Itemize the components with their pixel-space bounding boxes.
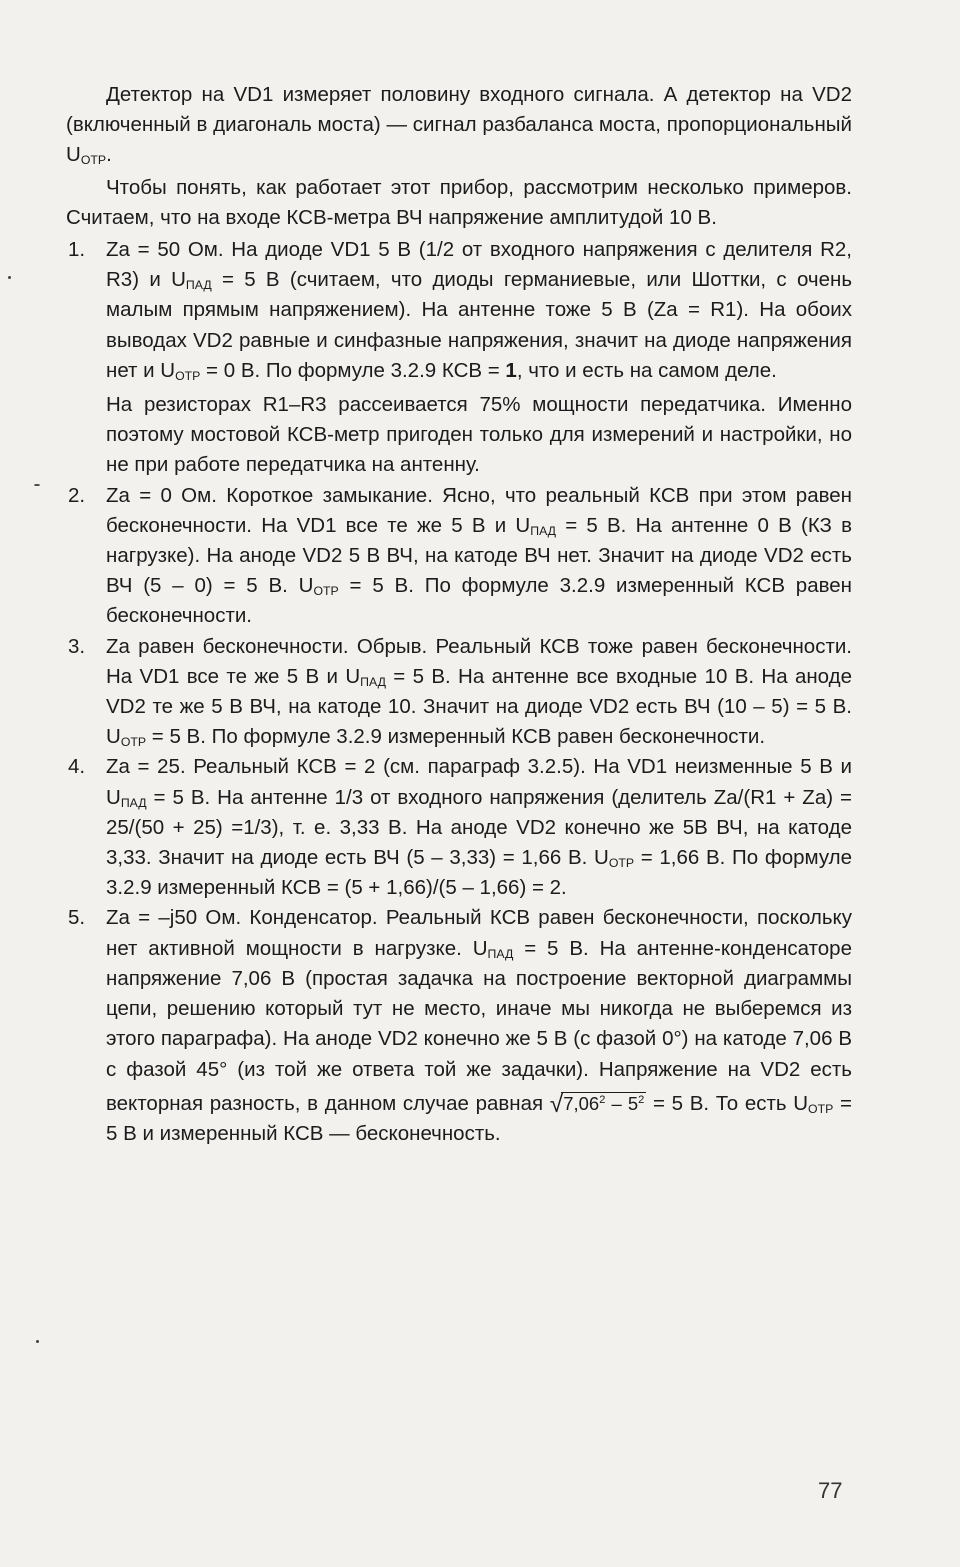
sqrt-formula xyxy=(549,1090,704,1118)
subscript: ОТР xyxy=(120,735,147,750)
item-text: Za = 0 Ом. Короткое замыкание. Ясно, что реальный КСВ при этом равен бесконечности. На VD1 все те же 5 В и U xyxy=(106,483,852,537)
intro-paragraph-2: Чтобы понять, как работает этот прибор, рассмотрим несколько примеров. Считаем, что на входе КСВ-метра ВЧ напряжение амплитудой 10 В. xyxy=(66,175,852,229)
item-text: Za равен бесконечности. Обрыв. Реальный КСВ тоже равен бесконечности. На VD1 все те же 5 В и U xyxy=(106,634,852,688)
list-item xyxy=(66,481,852,632)
formula-term: – 5 xyxy=(605,1092,639,1114)
item-sub-paragraph: На резисторах R1–R3 рассеивается 75% мощности передатчика. Именно поэтому мостовой КСВ-метр пригоден только для измерений и настройки, но не при работе передатчика на антенну. xyxy=(106,393,852,477)
item-text: = 5 В и измеренный КСВ — бесконечность. xyxy=(106,1091,852,1146)
item-number: 5. xyxy=(68,906,86,930)
item-text: = 5 В. На антенне все входные 10 В. На аноде VD2 те же 5 В ВЧ, на катоде 10. Значит на диоде VD2 есть ВЧ (10 – 5) = 5 В. U xyxy=(106,664,852,749)
subscript: ОТР xyxy=(313,584,339,599)
scan-speck xyxy=(34,484,40,486)
item-text: = 5 В. На антенне-конденсаторе напряжение 7,06 В (простая задачка на построение векторной диаграммы цепи, решению который тут не место, иначе мы никогда не выберемся из этого параграфа). На аноде VD2 конечно же 5 В (с фазой 0°) на катоде 7,06 В с фазой 45° (из той же ответа той же задачки). Напряжение на VD2 есть векторная разность, в данном случае равная xyxy=(106,936,852,1115)
subscript: ПАД xyxy=(185,278,212,293)
subscript: ОТР xyxy=(80,153,107,168)
list-item xyxy=(66,632,852,753)
subscript: ПАД xyxy=(120,795,147,810)
radicand xyxy=(561,1092,646,1114)
item-text: = 1,66 В. По формуле 3.2.9 измеренный КСВ = (5 + 1,66)/(5 – 1,66) = 2. xyxy=(106,846,852,900)
formula-exponent: 2 xyxy=(638,1093,645,1106)
item-text: Za = 50 Ом. На диоде VD1 5 В (1/2 от входного напряжения с делителя R2, R3) и U xyxy=(106,238,852,292)
subscript: ПАД xyxy=(487,946,514,961)
intro-text: Детектор на VD1 измеряет половину входного сигнала. А детектор на VD2 (включенный в диагональ моста) — сигнал разбаланса моста, пропорциональный U xyxy=(66,83,852,167)
subscript: ОТР xyxy=(608,856,635,871)
subscript: ОТР xyxy=(808,1101,834,1116)
formula-result: = 5 В xyxy=(646,1091,704,1115)
radical-sign: √ xyxy=(549,1090,564,1118)
item-text: . То есть U xyxy=(703,1091,809,1115)
scan-speck xyxy=(36,1340,39,1343)
item-text: = 0 В. По формуле 3.2.9 КСВ = xyxy=(200,358,506,382)
item-text: Za = –j50 Ом. Конденсатор. Реальный КСВ равен бесконечности, поскольку нет активной мощности в нагрузке. U xyxy=(106,906,852,960)
scan-speck xyxy=(8,276,11,279)
item-number: 3. xyxy=(68,634,86,658)
list-item xyxy=(66,235,852,481)
example-list xyxy=(66,235,852,1149)
list-item xyxy=(66,752,852,903)
formula-term: 7,06 xyxy=(563,1092,600,1114)
item-number: 1. xyxy=(68,238,86,262)
subscript: ОТР xyxy=(175,368,201,383)
item-number: 4. xyxy=(68,755,86,779)
body-text xyxy=(66,80,852,1149)
subscript: ПАД xyxy=(530,523,557,538)
intro-text-end: . xyxy=(106,143,112,167)
item-text: = 5 В. По формуле 3.2.9 измеренный КСВ равен бесконечности. xyxy=(106,574,852,628)
item-text: = 5 В. На антенне 0 В (КЗ в нагрузке). На аноде VD2 5 В ВЧ, на катоде ВЧ нет. Значит на диоде VD2 есть ВЧ (5 – 0) = 5 В. U xyxy=(106,513,853,598)
item-text: = 5 В (считаем, что диоды германиевые, или Шоттки, с очень малым прямым напряжением). На антенне тоже 5 В (Za = R1). На обоих выводах VD2 равные и синфазные напряжения, значит на диоде напряжения нет и U xyxy=(106,268,852,382)
item-text: , что и есть на самом деле. xyxy=(516,358,777,382)
list-item xyxy=(66,903,852,1149)
item-text: = 5 В. По формуле 3.2.9 измеренный КСВ равен бесконечности. xyxy=(146,725,766,749)
item-number: 2. xyxy=(68,483,86,507)
subscript: ПАД xyxy=(360,674,386,689)
item-text: Za = 25. Реальный КСВ = 2 (см. параграф 3.2.5). На VD1 неизменные 5 В и U xyxy=(106,755,852,809)
bold-value: 1 xyxy=(505,358,517,382)
formula-exponent: 2 xyxy=(599,1093,606,1106)
item-text: = 5 В. На антенне 1/3 от входного напряжения (делитель Za/(R1 + Za) = 25/(50 + 25) =1/3), т. е. 3,33 В. На аноде VD2 конечно же 5В ВЧ, на катоде 3,33. Значит на диоде есть ВЧ (5 – 3,33) = 1,66 В. U xyxy=(106,785,852,870)
intro-paragraph-1 xyxy=(66,80,852,171)
page-number: 77 xyxy=(818,1478,843,1503)
